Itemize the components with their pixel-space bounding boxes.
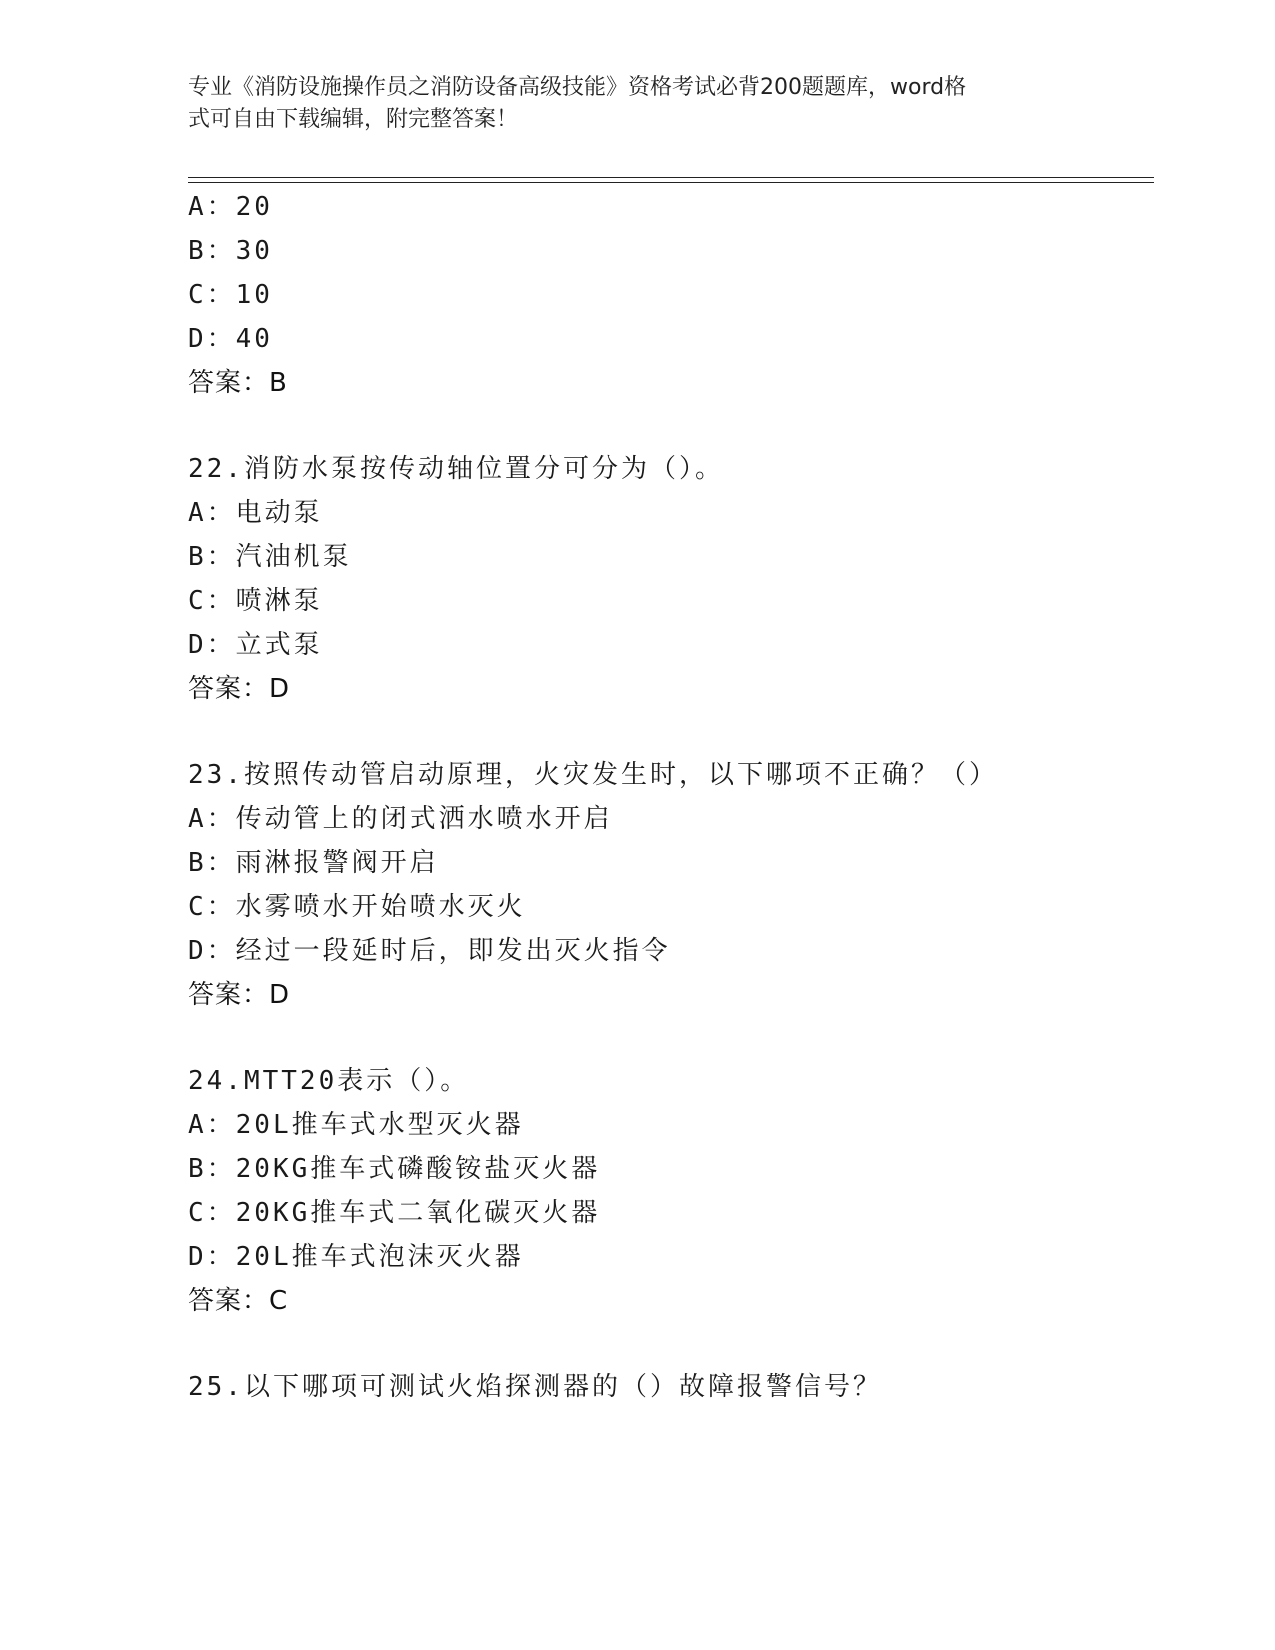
q21-option-d: D：40 <box>188 324 273 354</box>
q23-option-b: B：雨淋报警阀开启 <box>188 848 439 878</box>
q22-option-d: D：立式泵 <box>188 630 323 660</box>
q25-question: 25.以下哪项可测试火焰探测器的（）故障报警信号？ <box>188 1372 882 1402</box>
q23-option-d: D：经过一段延时后，即发出灭火指令 <box>188 936 671 966</box>
q24-option-d: D：20L推车式泡沫灭火器 <box>188 1242 524 1272</box>
q22-answer: 答案：D <box>188 674 291 704</box>
q22-option-b: B：汽油机泵 <box>188 542 352 572</box>
q21-option-b: B：30 <box>188 236 273 266</box>
q24-answer: 答案：C <box>188 1286 289 1316</box>
q24-question: 24.MTT20表示（）。 <box>188 1066 470 1096</box>
q24-option-a: A：20L推车式水型灭火器 <box>188 1110 524 1140</box>
q22-option-c: C：喷淋泵 <box>188 586 323 616</box>
q21-answer: 答案：B <box>188 368 288 398</box>
header-divider-bottom <box>188 182 1154 183</box>
document-header <box>188 72 1068 136</box>
q21-option-a: A：20 <box>188 192 273 222</box>
q21-option-c: C：10 <box>188 280 273 310</box>
q22-option-a: A：电动泵 <box>188 498 323 528</box>
q24-option-b: B：20KG推车式磷酸铵盐灭火器 <box>188 1154 601 1184</box>
header-divider-top <box>188 177 1154 178</box>
q23-answer: 答案：D <box>188 980 291 1010</box>
q23-option-c: C：水雾喷水开始喷水灭火 <box>188 892 526 922</box>
q22-question: 22.消防水泵按传动轴位置分可分为（）。 <box>188 454 724 484</box>
q23-question: 23.按照传动管启动原理，火灾发生时，以下哪项不正确？（） <box>188 760 998 790</box>
header-line-1: 专业《消防设施操作员之消防设备高级技能》资格考试必背200题题库，word格 <box>188 75 967 100</box>
q23-option-a: A：传动管上的闭式洒水喷水开启 <box>188 804 613 834</box>
q24-option-c: C：20KG推车式二氧化碳灭火器 <box>188 1198 601 1228</box>
header-line-2: 式可自由下载编辑，附完整答案！ <box>188 107 519 132</box>
